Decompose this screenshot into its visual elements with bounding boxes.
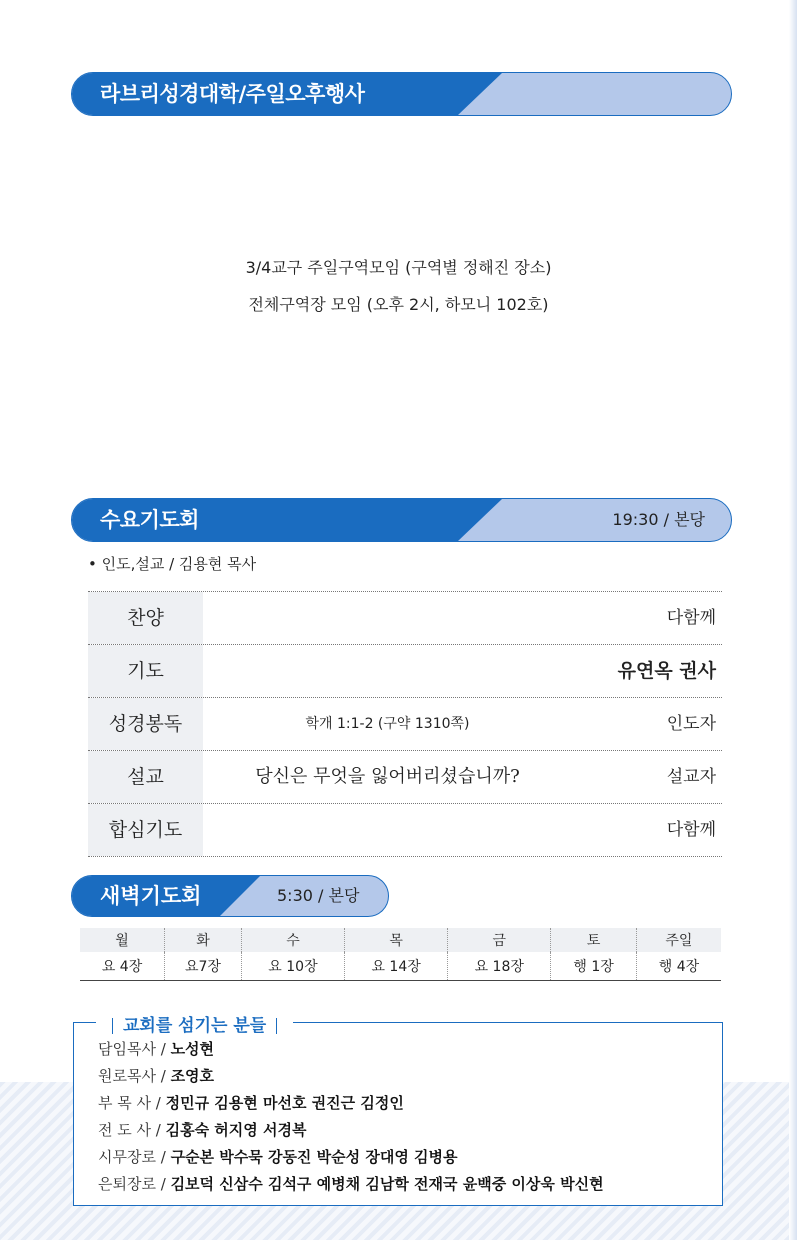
- order-row: [88, 644, 722, 697]
- staff-role: 부 목 사 /: [98, 1094, 166, 1112]
- staff-role: 시무장로 /: [98, 1148, 171, 1166]
- order-person: 인도자: [666, 714, 716, 734]
- staff-names: 노성현: [170, 1040, 215, 1058]
- reading: 요 4장: [80, 952, 165, 981]
- announcement-line-1: 3/4교구 주일구역모임 (구역별 정해진 장소): [245, 258, 552, 277]
- dawn-reading-table: [80, 928, 721, 981]
- staff-line: [98, 1040, 214, 1058]
- weekday: 수: [241, 928, 344, 952]
- order-label: 찬양: [88, 592, 203, 644]
- reading: 요7장: [165, 952, 242, 981]
- section-title: 라브리성경대학/주일오후행사: [100, 82, 365, 106]
- reading: 요 10장: [241, 952, 344, 981]
- order-row: [88, 803, 722, 857]
- staff-heading: 교회를 섬기는 분들: [96, 1011, 293, 1036]
- order-person: 유연옥 권사: [617, 660, 716, 682]
- order-label: 설교: [88, 751, 203, 803]
- section-banner-dawn: [71, 875, 389, 917]
- weekday: 목: [345, 928, 448, 952]
- order-person: 다함께: [666, 820, 716, 840]
- service-time: 5:30 / 본당: [277, 886, 360, 905]
- staff-names: 조영호: [170, 1067, 215, 1085]
- order-detail: [203, 804, 572, 856]
- announcement-line-2: 전체구역장 모임 (오후 2시, 하모니 102호): [248, 295, 549, 314]
- order-person: 다함께: [666, 608, 716, 628]
- order-detail: [203, 645, 572, 697]
- staff-line: [98, 1067, 214, 1085]
- reading-row: [80, 952, 721, 981]
- staff-role: 원로목사 /: [98, 1067, 171, 1085]
- weekday: 월: [80, 928, 165, 952]
- staff-role: 담임목사 /: [98, 1040, 171, 1058]
- weekday: 주일: [636, 928, 721, 952]
- order-label: 합심기도: [88, 804, 203, 856]
- staff-line: [98, 1094, 404, 1112]
- order-detail: 학개 1:1-2 (구약 1310쪽): [305, 716, 470, 732]
- order-label: 성경봉독: [88, 698, 203, 750]
- order-row: [88, 750, 722, 803]
- reading: 행 4장: [636, 952, 721, 981]
- staff-role: 전 도 사 /: [98, 1121, 166, 1139]
- weekday: 화: [165, 928, 242, 952]
- page-edge: [789, 0, 797, 1240]
- reading: 요 14장: [345, 952, 448, 981]
- staff-names: 김보덕 신삼수 김석구 예병채 김남학 전재국 윤백중 이상욱 박신현: [170, 1175, 604, 1193]
- leader-note: • 인도,설교 / 김용현 목사: [88, 555, 257, 573]
- order-label: 기도: [88, 645, 203, 697]
- staff-names: 김홍숙 허지영 서경복: [165, 1121, 307, 1139]
- weekday-header-row: [80, 928, 721, 952]
- staff-names: 정민규 김용현 마선호 권진근 김정인: [165, 1094, 404, 1112]
- sermon-title: 당신은 무엇을 잃어버리셨습니까?: [255, 766, 520, 787]
- weekday: 토: [551, 928, 637, 952]
- order-detail: [203, 592, 572, 644]
- reading: 요 18장: [448, 952, 551, 981]
- staff-role: 은퇴장로 /: [98, 1175, 171, 1193]
- staff-line: [98, 1121, 306, 1139]
- order-person: 설교자: [666, 767, 716, 787]
- staff-line: [98, 1148, 458, 1166]
- staff-names: 구순본 박수묵 강동진 박순성 장대영 김병용: [170, 1148, 458, 1166]
- staff-line: [98, 1175, 604, 1193]
- order-row: [88, 591, 722, 644]
- order-row: [88, 697, 722, 750]
- reading: 행 1장: [551, 952, 637, 981]
- service-order-table: [88, 591, 722, 857]
- section-title: 새벽기도회: [100, 884, 202, 908]
- service-time: 19:30 / 본당: [612, 510, 705, 529]
- section-banner-wednesday: [71, 498, 732, 542]
- weekday: 금: [448, 928, 551, 952]
- section-banner-bible-college: [71, 72, 732, 116]
- section-title: 수요기도회: [100, 508, 199, 532]
